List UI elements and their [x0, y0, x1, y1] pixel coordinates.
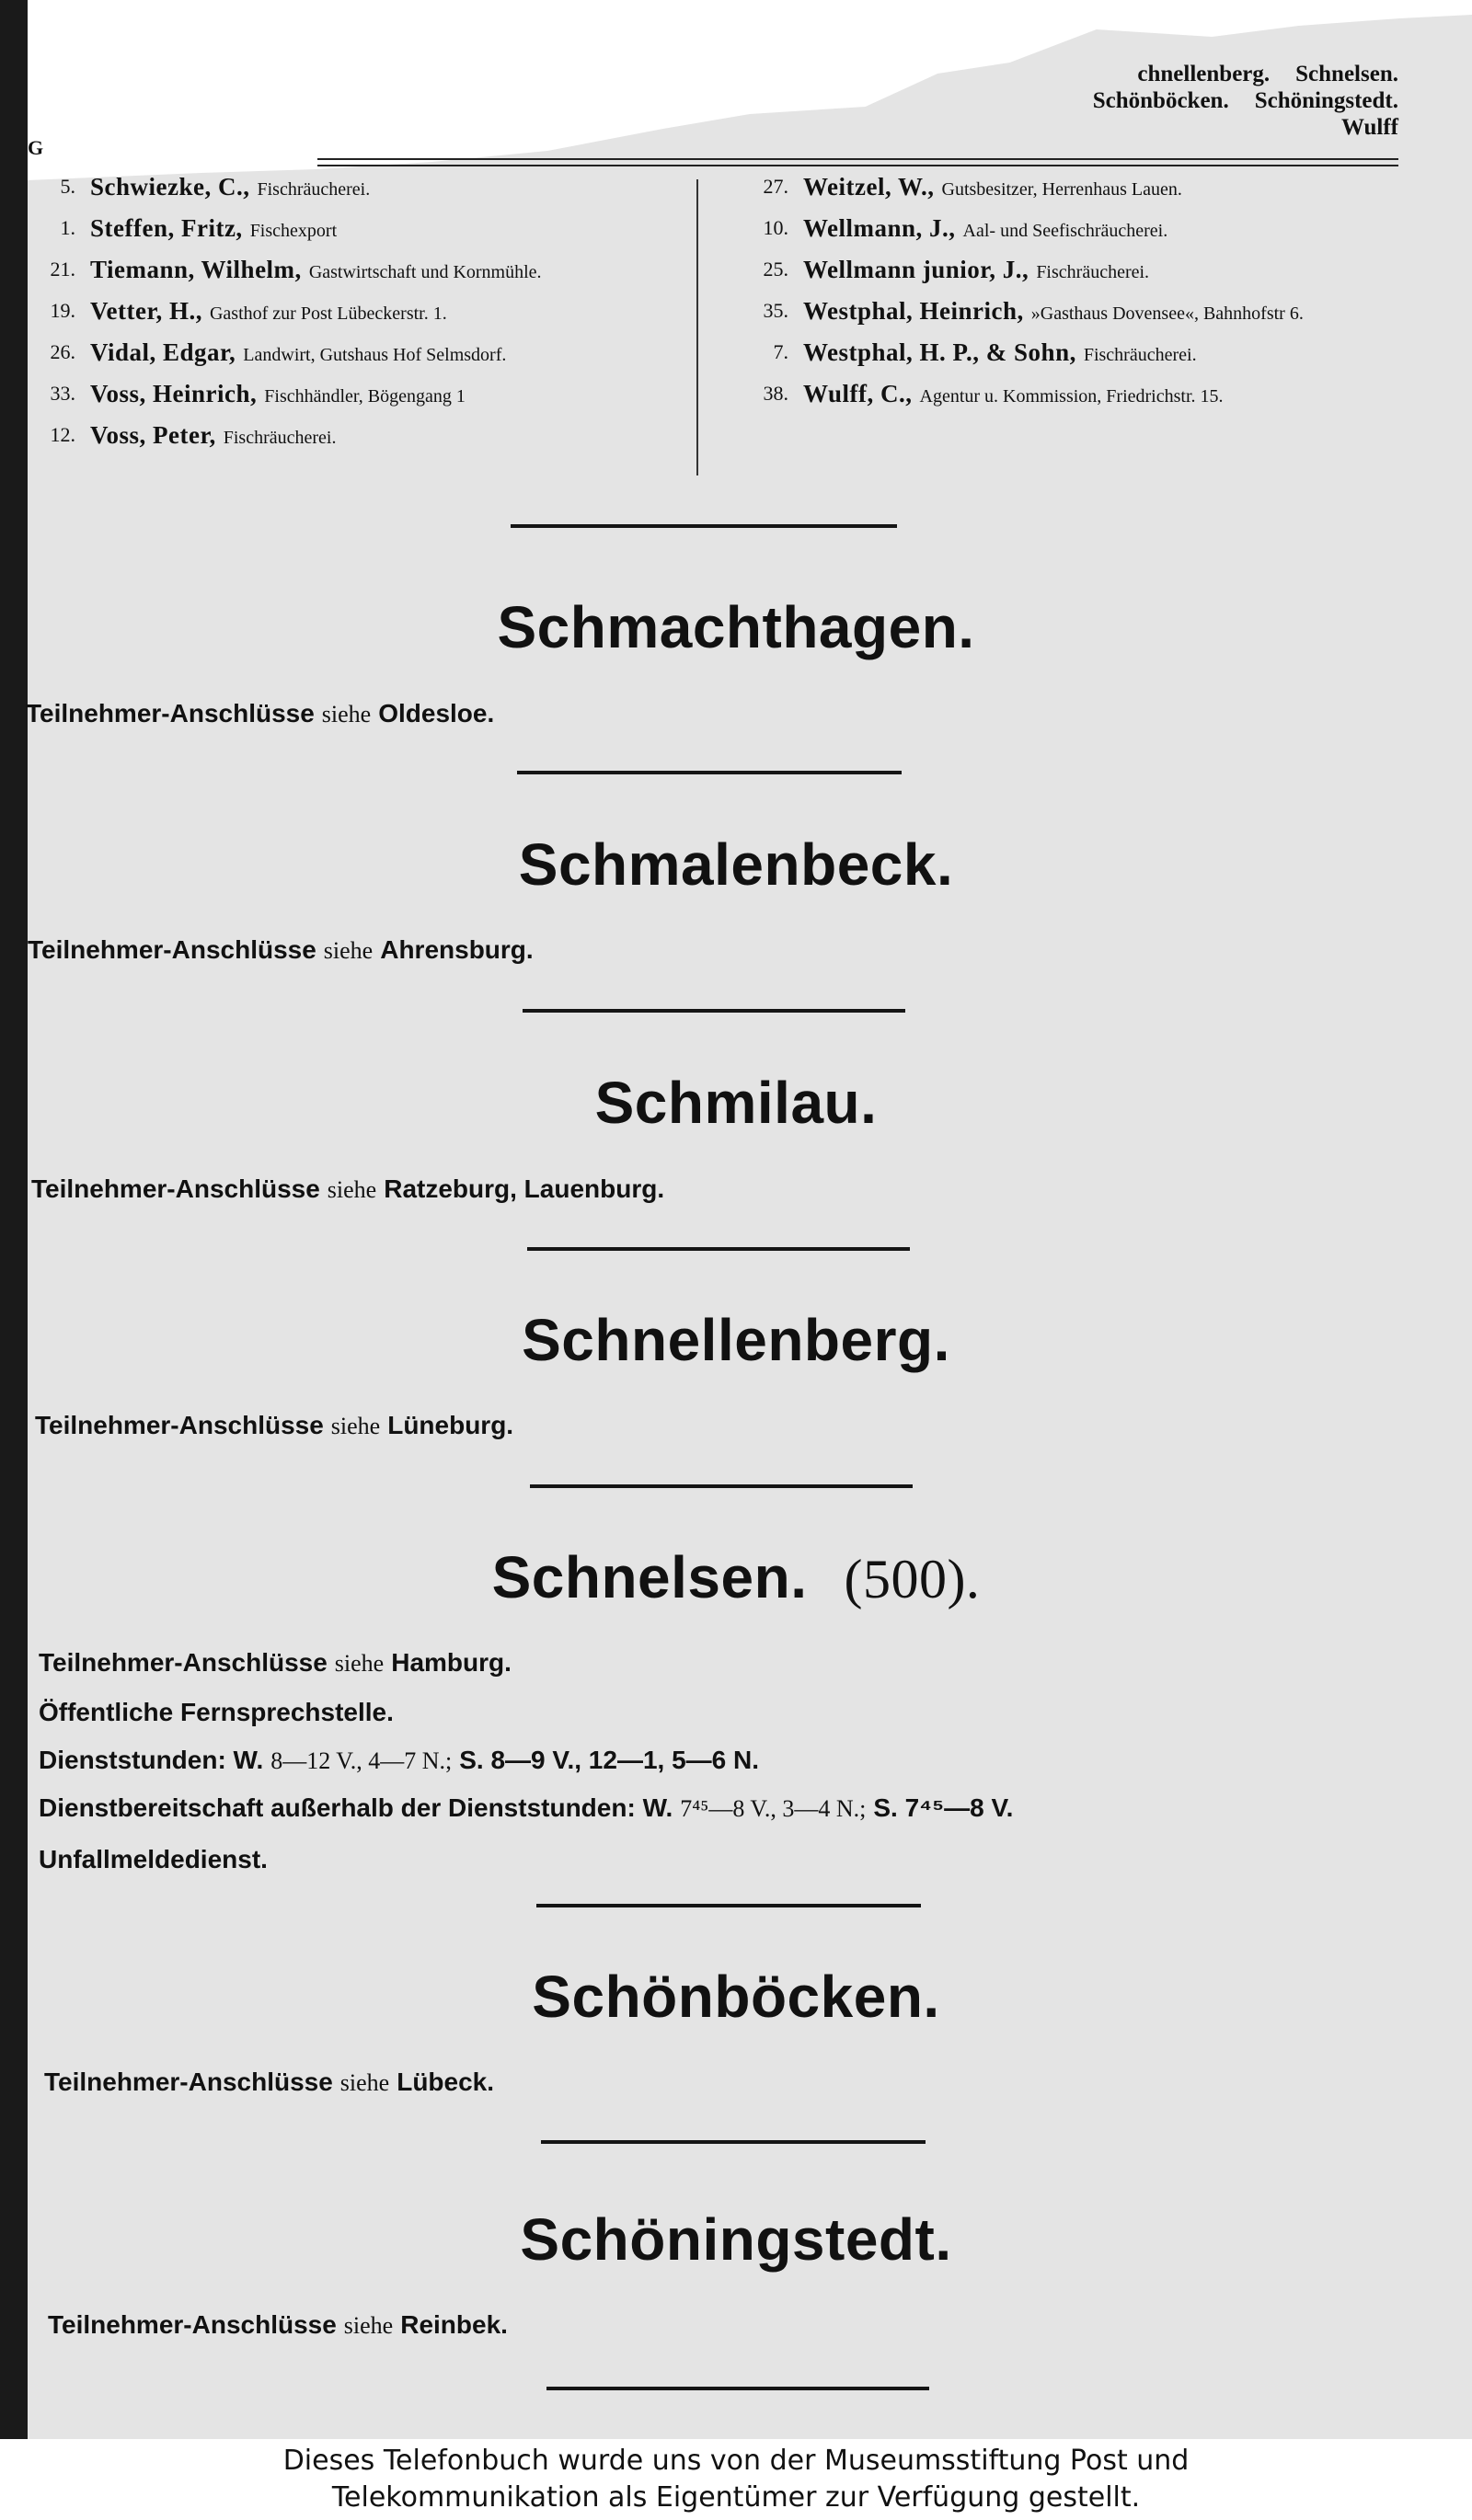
section-line	[39, 1648, 512, 1678]
list-entry	[18, 299, 690, 326]
line-target: Ahrensburg.	[380, 935, 534, 964]
entry-name: Voss, Peter,	[90, 421, 216, 449]
entry-number: 5.	[60, 175, 75, 198]
header-letter: G	[28, 136, 44, 159]
entry-number: 35.	[763, 299, 788, 322]
list-entry	[18, 216, 690, 243]
line-target: S. 8—9 V., 12—1, 5—6 N.	[459, 1746, 760, 1774]
entry-name: Tiemann, Wilhelm,	[90, 256, 302, 283]
list-entry	[18, 175, 690, 201]
left-column	[18, 175, 690, 464]
entry-desc: Fischräucherei.	[1083, 345, 1197, 365]
section-line	[26, 699, 494, 728]
line-label: Teilnehmer-Anschlüsse	[26, 699, 315, 727]
entry-desc: Fischräucherei.	[257, 179, 371, 200]
line-target: Lüneburg.	[387, 1411, 514, 1439]
list-entry	[18, 258, 690, 284]
entry-desc: Aal- und Seefischräucherei.	[962, 221, 1168, 241]
header-entry: Schönböcken.	[1092, 88, 1229, 113]
page-header	[920, 61, 1398, 141]
header-entry: chnellenberg.	[1137, 62, 1271, 86]
header-entry: Schöningstedt.	[1254, 88, 1398, 113]
entry-desc: Gasthof zur Post Lübeckerstr. 1.	[209, 304, 447, 324]
section-line	[39, 1698, 394, 1727]
section-title: Schmalenbeck.	[518, 831, 954, 898]
entry-name: Vetter, H.,	[90, 297, 202, 325]
entry-number: 7.	[773, 340, 788, 363]
section-line	[39, 1793, 1013, 1823]
list-entry	[731, 175, 1403, 201]
section-line	[35, 1411, 513, 1440]
footer-line: Dieses Telefonbuch wurde uns von der Museumsstiftung Post und	[282, 2445, 1190, 2477]
line-mid: siehe	[334, 1650, 385, 1677]
section-rule	[527, 1247, 910, 1251]
entry-name: Steffen, Fritz,	[90, 214, 243, 242]
line-target: Ratzeburg, Lauenburg.	[384, 1174, 665, 1203]
entry-number: 27.	[763, 175, 788, 198]
line-mid: siehe	[330, 1413, 381, 1439]
line-target: Oldesloe.	[378, 699, 495, 727]
line-mid: siehe	[327, 1176, 377, 1203]
list-entry	[731, 216, 1403, 243]
section-rule	[523, 1009, 905, 1013]
entry-number: 25.	[763, 258, 788, 281]
line-label: Dienstbereitschaft außerhalb der Dienststunden: W.	[39, 1793, 673, 1822]
entry-number: 21.	[50, 258, 75, 281]
section-rule	[517, 771, 902, 774]
section-line	[44, 2068, 494, 2097]
footer-line: Telekommunikation als Eigentümer zur Verfügung gestellt.	[331, 2481, 1141, 2514]
entry-name: Westphal, Heinrich,	[803, 297, 1024, 325]
header-entry: Wulff	[1340, 115, 1398, 140]
line-label: Teilnehmer-Anschlüsse	[39, 1648, 328, 1677]
section-title: Schnellenberg.	[522, 1307, 950, 1373]
entry-name: Weitzel, W.,	[803, 173, 935, 200]
section-rule	[530, 1484, 913, 1488]
line-label: Teilnehmer-Anschlüsse	[48, 2310, 337, 2339]
list-entry	[731, 299, 1403, 326]
list-entry	[18, 423, 690, 450]
list-entry	[731, 340, 1403, 367]
header-rule	[317, 158, 1398, 166]
entry-desc: Fischexport	[249, 221, 338, 241]
section-title: Schönböcken.	[532, 1964, 940, 2030]
footer-notice	[0, 2439, 1472, 2520]
entry-desc: Agentur u. Kommission, Friedrichstr. 15.	[919, 386, 1224, 407]
entry-desc: Fischhändler, Bögengang 1	[264, 386, 466, 407]
section-rule	[536, 1904, 921, 1907]
line-target: S. 7⁴⁵—8 V.	[873, 1793, 1014, 1822]
entry-number: 38.	[763, 382, 788, 405]
line-target: Hamburg.	[391, 1648, 512, 1677]
section-line	[39, 1845, 268, 1874]
entry-name: Vidal, Edgar,	[90, 338, 236, 366]
line-label: Unfallmeldedienst.	[39, 1845, 268, 1873]
entry-desc: Landwirt, Gutshaus Hof Selmsdorf.	[243, 345, 507, 365]
section-line	[28, 935, 534, 965]
list-entry	[731, 258, 1403, 284]
entry-desc: »Gasthaus Dovensee«, Bahnhofstr 6.	[1030, 304, 1304, 324]
line-mid: 8—12 V., 4—7 N.;	[270, 1747, 453, 1774]
line-mid: 7⁴⁵—8 V., 3—4 N.;	[680, 1795, 867, 1822]
entry-desc: Gutsbesitzer, Herrenhaus Lauen.	[941, 179, 1182, 200]
entry-desc: Fischräucherei.	[223, 428, 337, 448]
line-target: Reinbek.	[400, 2310, 508, 2339]
entry-name: Schwiezke, C.,	[90, 173, 250, 200]
section-rule	[541, 2140, 926, 2144]
line-mid: siehe	[323, 937, 374, 964]
section-line	[31, 1174, 664, 1204]
section-title-text: Schnelsen.	[491, 1544, 808, 1610]
line-mid: siehe	[339, 2069, 390, 2096]
entry-name: Wellmann, J.,	[803, 214, 956, 242]
entry-number: 19.	[50, 299, 75, 322]
entry-name: Voss, Heinrich,	[90, 380, 258, 407]
list-entry	[731, 382, 1403, 408]
section-title-extra: (500).	[844, 1549, 981, 1609]
line-label: Dienststunden: W.	[39, 1746, 264, 1774]
entry-number: 1.	[60, 216, 75, 239]
right-column	[731, 175, 1403, 423]
entry-name: Wulff, C.,	[803, 380, 913, 407]
line-label: Teilnehmer-Anschlüsse	[31, 1174, 320, 1203]
column-divider	[696, 179, 698, 475]
entry-desc: Fischräucherei.	[1036, 262, 1150, 282]
entry-number: 33.	[50, 382, 75, 405]
entry-name: Wellmann junior, J.,	[803, 256, 1029, 283]
list-entry	[18, 382, 690, 408]
header-entry: Schnelsen.	[1295, 62, 1398, 86]
entry-number: 26.	[50, 340, 75, 363]
section-rule	[511, 524, 897, 528]
entry-number: 12.	[50, 423, 75, 446]
section-line	[39, 1746, 759, 1775]
section-title: Schmachthagen.	[497, 594, 975, 660]
line-label: Teilnehmer-Anschlüsse	[44, 2068, 333, 2096]
section-title	[0, 1543, 1472, 1611]
entry-number: 10.	[763, 216, 788, 239]
section-rule	[546, 2387, 929, 2390]
line-mid: siehe	[321, 701, 372, 727]
line-mid: siehe	[343, 2312, 394, 2339]
entry-desc: Gastwirtschaft und Kornmühle.	[308, 262, 542, 282]
section-title: Schöningstedt.	[520, 2206, 952, 2273]
line-label: Teilnehmer-Anschlüsse	[28, 935, 316, 964]
line-target: Lübeck.	[397, 2068, 495, 2096]
section-title: Schmilau.	[594, 1070, 878, 1136]
section-line	[48, 2310, 508, 2340]
entry-name: Westphal, H. P., & Sohn,	[803, 338, 1076, 366]
line-label: Teilnehmer-Anschlüsse	[35, 1411, 324, 1439]
line-label: Öffentliche Fernsprechstelle.	[39, 1698, 394, 1726]
list-entry	[18, 340, 690, 367]
